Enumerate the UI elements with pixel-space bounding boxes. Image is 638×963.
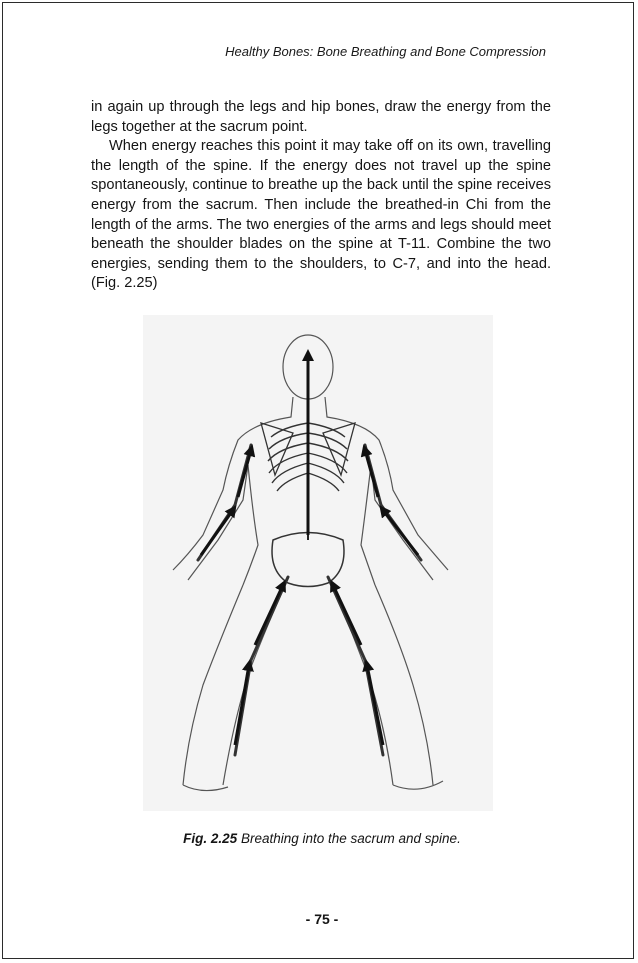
page-number: - 75 - (305, 911, 339, 927)
body-text (91, 98, 551, 294)
figure-number: Fig. 2.25 (183, 831, 238, 846)
running-header: Healthy Bones: Bone Breathing and Bone Compression (225, 44, 546, 59)
caption-text: Breathing into the sacrum and spine. (237, 831, 461, 846)
paragraph-1: in again up through the legs and hip bones, draw the energy from the legs together at the sacrum point. (91, 99, 551, 135)
figure-caption (3, 831, 638, 846)
figure-skeleton-illustration (143, 315, 493, 811)
skeleton-illustration (143, 315, 493, 811)
book-page (2, 2, 634, 959)
paragraph-2: When energy reaches this point it may take off on its own, travelling the length of the spine. If the energy does not travel up the spine spontaneously, continue to breathe up the back until the spine receives energy from the sacrum. Then include the breathed-in Chi from the length of the arms. The two energies of the arms and legs should meet beneath the shoulder blades on the spine at T-11. Combine the two energies, sending them to the shoulders, to C-7, and into the head. (Fig. 2.25) (91, 138, 551, 292)
